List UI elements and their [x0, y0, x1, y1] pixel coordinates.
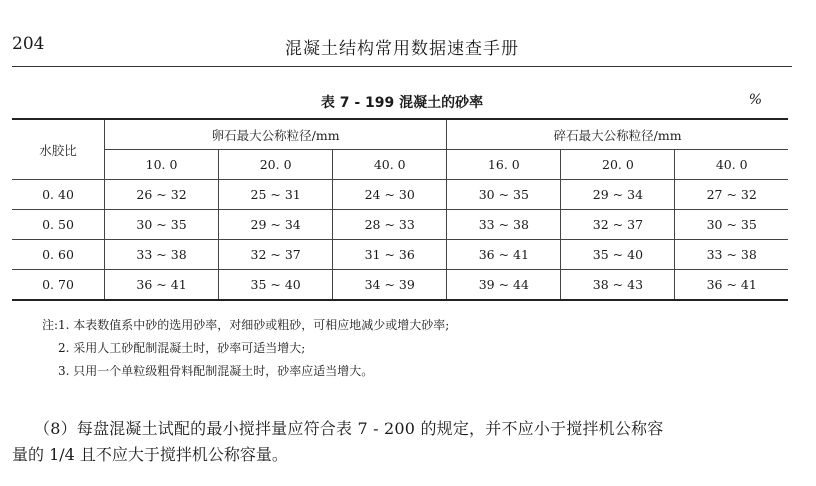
table-row: [12, 180, 788, 210]
table-cell: 36 ~ 41: [105, 270, 219, 301]
size-header: 16. 0: [447, 150, 561, 180]
table-cell: 30 ~ 35: [675, 210, 788, 240]
note-2: 2. 采用人工砂配制混凝土时，砂率可适当增大;: [58, 341, 306, 355]
table-cell: 29 ~ 34: [219, 210, 333, 240]
table-cell: 35 ~ 40: [561, 240, 675, 270]
ratio-cell: 0. 50: [12, 210, 105, 240]
table-cell: 27 ~ 32: [675, 180, 788, 210]
table-cell: 29 ~ 34: [561, 180, 675, 210]
table-cell: 38 ~ 43: [561, 270, 675, 301]
body-paragraph: [12, 416, 802, 468]
table-cell: 28 ~ 33: [333, 210, 447, 240]
size-header: 20. 0: [219, 150, 333, 180]
sand-ratio-table: [12, 118, 788, 301]
table-cell: 35 ~ 40: [219, 270, 333, 301]
book-title: 混凝土结构常用数据速查手册: [285, 39, 519, 59]
size-header: 40. 0: [333, 150, 447, 180]
table-caption: [12, 92, 792, 112]
size-header: 20. 0: [561, 150, 675, 180]
table-notes: [42, 314, 449, 383]
size-header: 40. 0: [675, 150, 788, 180]
table-cell: 33 ~ 38: [447, 210, 561, 240]
note-1: 注:1. 本表数值系中砂的选用砂率，对细砂或粗砂，可相应地减少或增大砂率;: [42, 318, 450, 332]
group-header-crushed-stone: 碎石最大公称粒径/mm: [447, 119, 788, 150]
paragraph-line-1: （8）每盘混凝土试配的最小搅拌量应符合表 7 - 200 的规定，并不应小于搅拌机公称容: [34, 419, 664, 438]
table-row: [12, 270, 788, 301]
table-cell: 36 ~ 41: [675, 270, 788, 301]
table-cell: 30 ~ 35: [447, 180, 561, 210]
paragraph-line-2: 量的 1/4 且不应大于搅拌机公称容量。: [12, 445, 288, 464]
table-cell: 36 ~ 41: [447, 240, 561, 270]
table-cell: 31 ~ 36: [333, 240, 447, 270]
table-cell: 34 ~ 39: [333, 270, 447, 301]
page-header: [12, 34, 792, 64]
ratio-cell: 0. 60: [12, 240, 105, 270]
size-header: 10. 0: [105, 150, 219, 180]
ratio-cell: 0. 70: [12, 270, 105, 301]
group-header-pebble: 卵石最大公称粒径/mm: [105, 119, 447, 150]
table-unit: %: [748, 92, 762, 108]
note-3: 3. 只用一个单粒级粗骨料配制混凝土时，砂率应适当增大。: [58, 364, 374, 378]
page-number: 204: [12, 34, 45, 54]
header-divider: [12, 66, 792, 67]
ratio-cell: 0. 40: [12, 180, 105, 210]
table-header-row: [12, 119, 788, 150]
table-cell: 25 ~ 31: [219, 180, 333, 210]
table-size-row: [12, 150, 788, 180]
table-cell: 30 ~ 35: [105, 210, 219, 240]
table-cell: 26 ~ 32: [105, 180, 219, 210]
table-cell: 33 ~ 38: [675, 240, 788, 270]
table-cell: 33 ~ 38: [105, 240, 219, 270]
table-cell: 32 ~ 37: [219, 240, 333, 270]
table-cell: 32 ~ 37: [561, 210, 675, 240]
row-header-water-binder-ratio: 水胶比: [12, 119, 105, 180]
table-row: [12, 210, 788, 240]
table-title: 表 7 - 199 混凝土的砂率: [320, 95, 484, 111]
table-cell: 24 ~ 30: [333, 180, 447, 210]
table-row: [12, 240, 788, 270]
table-cell: 39 ~ 44: [447, 270, 561, 301]
